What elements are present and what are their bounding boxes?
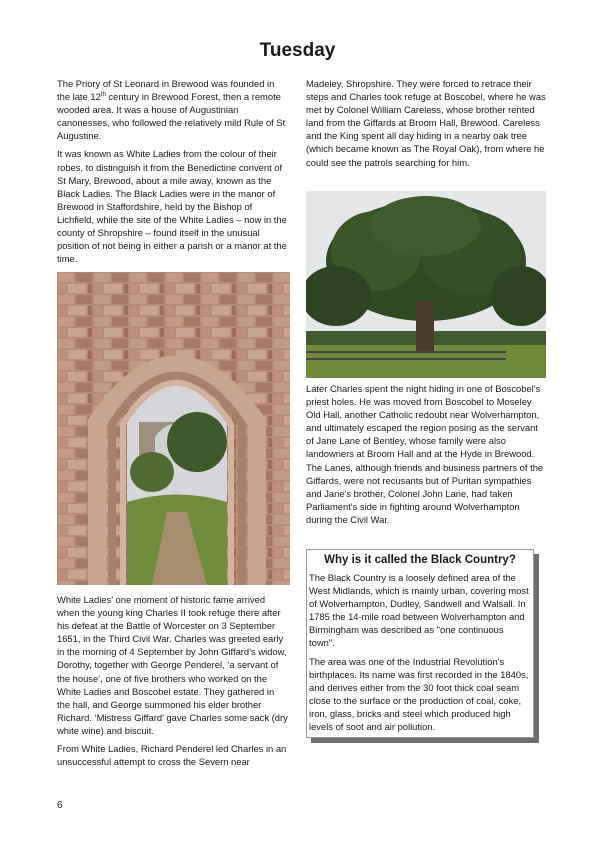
paragraph-boscobel: Madeley, Shropshire. They were forced to retrace their steps and Charles took refuge at Boscobel, where he was met by Colonel William Careless, whose brother rented land from the Giffards at Broom Hall, Brewood. Careless and the King spent all day hiding in a nearby oak tree (which became known as The Royal Oak), from where he could see the patrols searching for him. <box>306 78 546 168</box>
page-number: 6 <box>57 800 63 811</box>
right-column-middle <box>306 382 546 531</box>
paragraph-priory: The Priory of St Leonard in Brewood was founded in the late 12th century in Brewood Forest, then a remote wooded area. It was a house of Augustinian canonesses, who followed the relatively mild Rule of St Augustine. <box>57 78 286 142</box>
sidebar-paragraph-definition: The Black Country is a loosely defined area of the West Midlands, which is mainly urban, covering most of Wolverhampton, Dudley, Sandwell and Walsall. In 1785 the 14-mile road between Wolverhampton and Birmingham was described as "one continuous town". <box>309 572 529 649</box>
right-column-top <box>306 77 546 174</box>
black-country-sidebar <box>306 549 534 738</box>
left-column-top <box>57 77 289 270</box>
royal-oak-photo <box>306 191 546 378</box>
paragraph-charles-refuge: White Ladies’ one moment of historic fame arrived when the young king Charles II took refuge there after his defeat at the Battle of Worcester on 3 September 1651, in the Third Civil War. Charles was greeted early in the morning of 4 September by John Giffard’s widow, Dorothy, together with George Penderel, ‘a servant of the house’, one of five brothers who worked on the White Ladies and Boscobel estate. They gathered in the hall, and George summoned his elder brother Richard. ‘Mistress Giffard’ gave Charles some sack (dry white wine) and biscuit. <box>57 594 288 736</box>
left-column-bottom <box>57 593 289 773</box>
page-title: Tuesday <box>259 40 336 61</box>
paragraph-white-ladies: It was known as White Ladies from the colour of their robes, to distinguish it from the Benedictine convent of St Mary, Brewood, about a mile away, known as the Black Ladies. The Black Ladies were in the manor of Brewood in Staffordshire, held by the Bishop of Lichfield, while the site of the White Ladies – now in the county of Shropshire – found itself in the unusual position of not being in either a parish or a manor at the time. <box>57 148 287 265</box>
paragraph-escape: Later Charles spent the night hiding in one of Boscobel's priest holes. He was moved from Boscobel to Moseley Old Hall, another Catholic redoubt near Wolverhampton, and ultimately escaped the region posing as the servant of Jane Lane of Bentley, whose family were also landowners at Broom Hall and at the Hyde in Brewood. The Lanes, although friends and business partners of the Giffards, were not recusants but of Puritan sympathies and Jane's brother, Colonel John Lane, had taken Parliament's side in fighting around Wolverhampton during the Civil War. <box>306 383 544 525</box>
sidebar-paragraph-origin: The area was one of the Industrial Revolution's birthplaces. Its name was first recorded in the 1840s, and derives either from the 30 foot thick coal seam close to the surface or the production of coal, coke, iron, glass, bricks and steel which produced high levels of soot and air pollution. <box>309 655 529 733</box>
sidebar-heading: Why is it called the Black Country? <box>324 554 516 566</box>
paragraph-severn-attempt: From White Ladies, Richard Penderel led Charles in an unsuccessful attempt to cross the Severn near <box>57 743 287 768</box>
priory-arch-photo <box>57 272 290 585</box>
